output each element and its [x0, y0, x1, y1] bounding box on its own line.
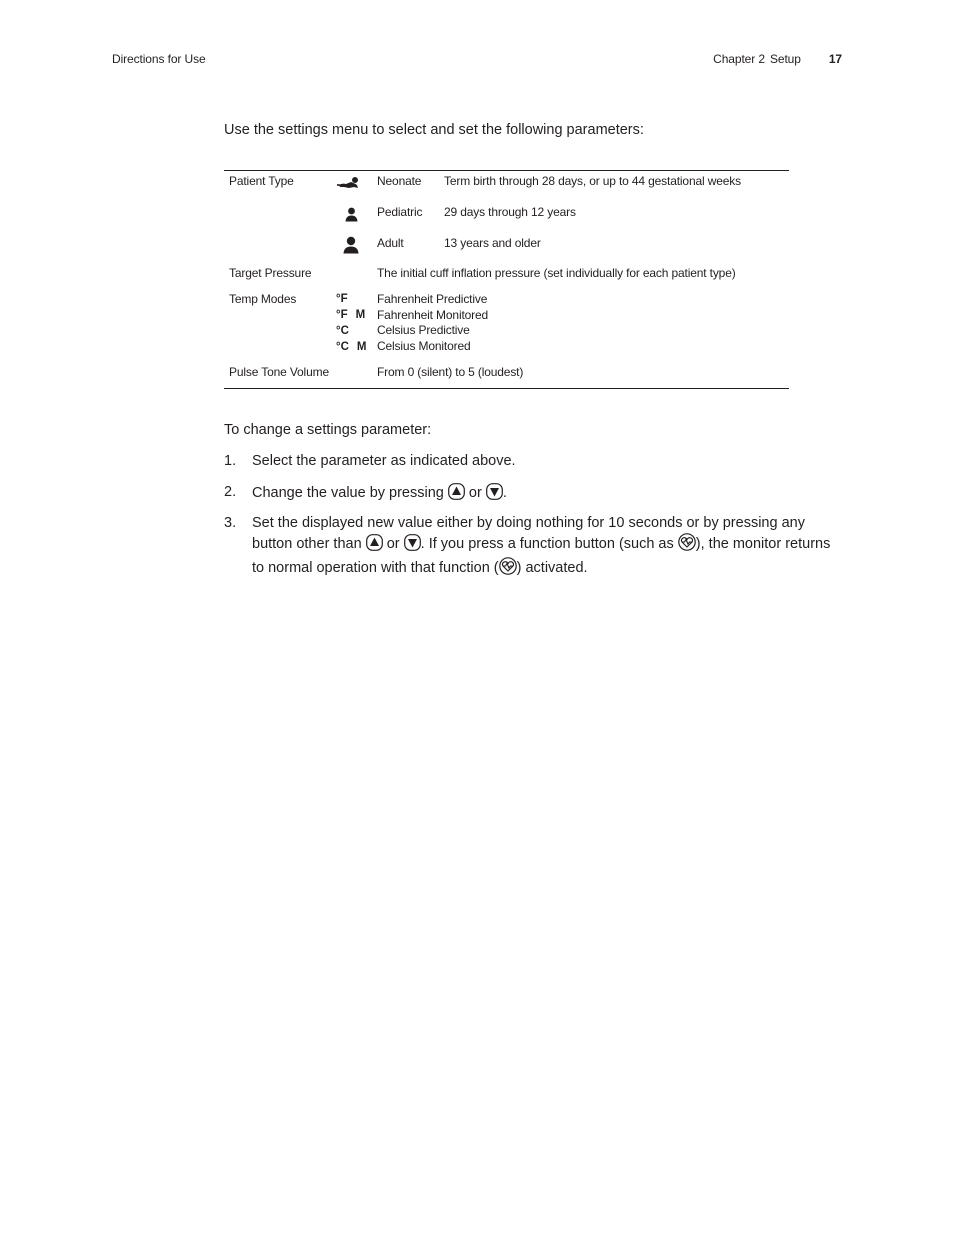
- patient-type-label: Patient Type: [229, 174, 294, 188]
- pediatric-name: Pediatric: [377, 205, 423, 219]
- step-text-part: Change the value by pressing: [252, 485, 444, 501]
- monitored-glyph: M: [355, 309, 366, 321]
- celsius-predictive-name: Celsius Predictive: [377, 323, 470, 337]
- temp-modes-label: Temp Modes: [229, 292, 297, 306]
- down-arrow-button-icon: [404, 534, 421, 557]
- heart-pulse-function-button-icon: [678, 533, 696, 557]
- step-text-part: ), the monitor returns to normal operation with that function (: [252, 536, 831, 576]
- up-arrow-button-icon: [366, 534, 383, 557]
- celsius-monitored-icon: [336, 341, 367, 353]
- adult-icon: [343, 236, 359, 254]
- intro-text: Use the settings menu to select and set the following parameters:: [224, 122, 644, 138]
- step-text-part: Set the displayed new value either by doing nothing for 10 seconds or by pressing any button other than: [252, 515, 805, 552]
- parameters-table: [224, 170, 789, 389]
- up-arrow-button-icon: [448, 483, 465, 506]
- monitored-glyph: M: [356, 341, 367, 353]
- adult-description: 13 years and older: [444, 236, 541, 250]
- celsius-predictive-icon: [336, 325, 349, 337]
- step-1: [224, 452, 844, 471]
- temp-glyph: °F: [336, 293, 348, 305]
- step-text-part: or: [468, 485, 482, 501]
- fahrenheit-predictive-icon: [336, 293, 348, 305]
- target-pressure-label: Target Pressure: [229, 266, 312, 280]
- temp-glyph: °F: [336, 309, 348, 321]
- fahrenheit-monitored-icon: [336, 309, 365, 321]
- pediatric-description: 29 days through 12 years: [444, 205, 576, 219]
- temp-glyph: °C: [336, 325, 349, 337]
- step-number: 2.: [224, 484, 237, 500]
- temp-glyph: °C: [336, 341, 349, 353]
- step-text: Select the parameter as indicated above.: [252, 453, 516, 469]
- adult-name: Adult: [377, 236, 404, 250]
- step-text-part: ) activated.: [516, 560, 588, 576]
- page-number: 17: [828, 52, 842, 66]
- step-number: 3.: [224, 515, 237, 531]
- fahrenheit-predictive-name: Fahrenheit Predictive: [377, 292, 488, 306]
- fahrenheit-monitored-name: Fahrenheit Monitored: [377, 308, 489, 322]
- section-label: Setup: [769, 52, 801, 66]
- heart-pulse-function-button-icon: [499, 557, 517, 581]
- step-2: [224, 483, 844, 502]
- down-arrow-button-icon: [486, 483, 503, 506]
- pulse-tone-volume-label: Pulse Tone Volume: [229, 365, 329, 379]
- target-pressure-description: The initial cuff inflation pressure (set individually for each patient type): [377, 266, 736, 280]
- pulse-tone-volume-description: From 0 (silent) to 5 (loudest): [377, 365, 524, 379]
- step-text: [252, 483, 844, 506]
- chapter-label: Chapter 2: [713, 52, 765, 66]
- instructions-lead: To change a settings parameter:: [224, 422, 432, 438]
- step-text-part: . If you press a function button (such as: [420, 536, 674, 552]
- pediatric-icon: [345, 207, 358, 222]
- step-number: 1.: [224, 453, 237, 469]
- neonate-description: Term birth through 28 days, or up to 44 gestational weeks: [444, 174, 741, 188]
- celsius-monitored-name: Celsius Monitored: [377, 339, 471, 353]
- step-text: [252, 514, 844, 581]
- step-text-part: or: [386, 536, 400, 552]
- neonate-name: Neonate: [377, 174, 422, 188]
- step-3: [224, 514, 844, 576]
- running-header-chapter: [713, 52, 842, 66]
- neonate-icon: [336, 176, 360, 190]
- step-text-part: .: [502, 485, 507, 501]
- running-header-title: Directions for Use: [112, 52, 206, 66]
